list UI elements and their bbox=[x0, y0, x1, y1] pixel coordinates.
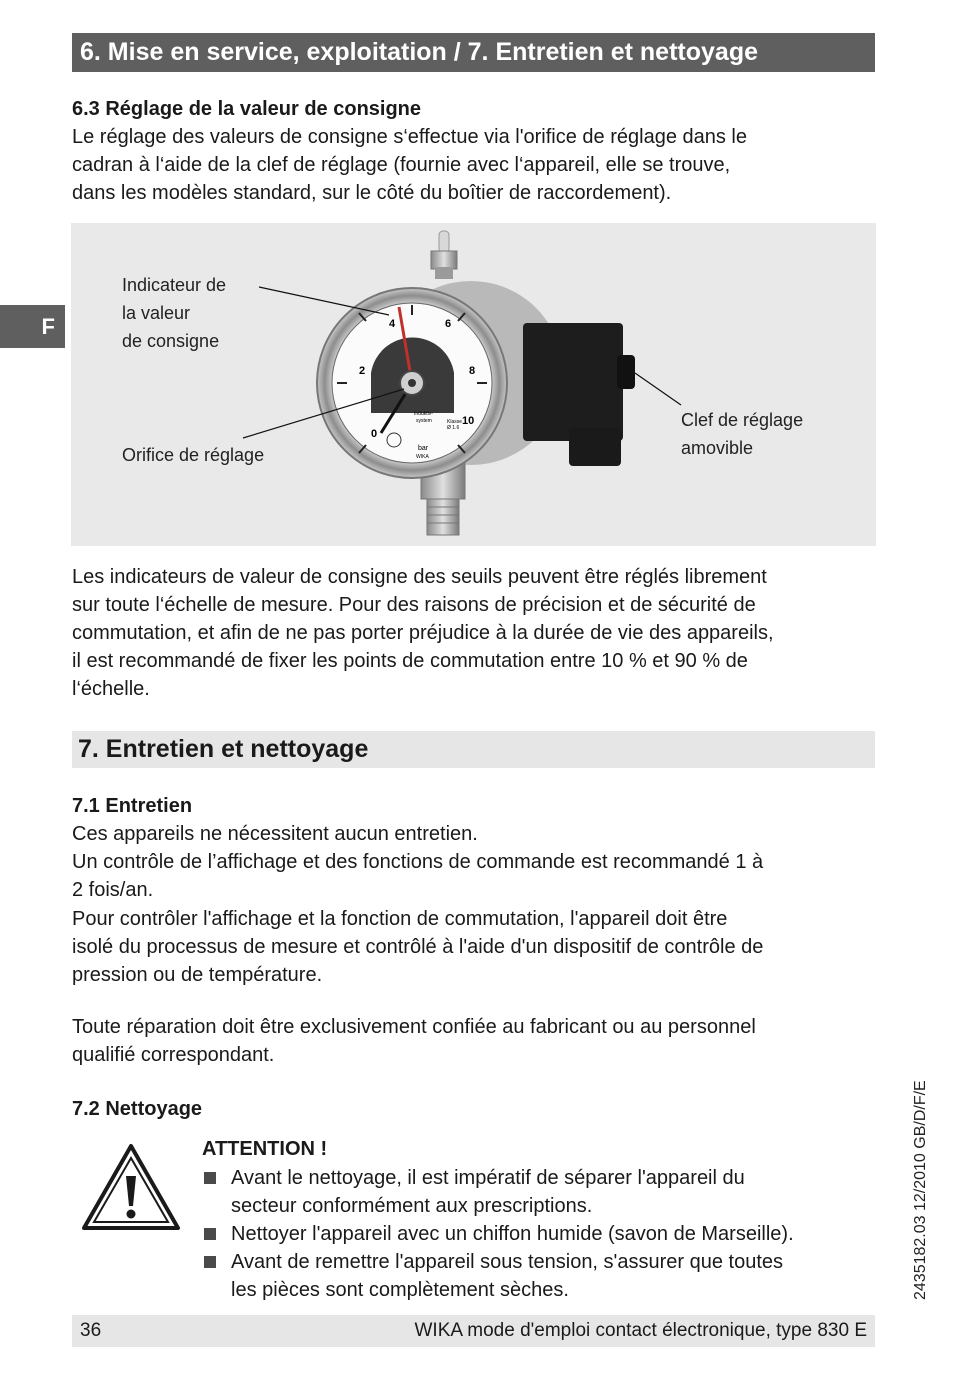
section-7-1-heading: 7.1 Entretien bbox=[72, 795, 193, 817]
section-7-1-line: Un contrôle de l’affichage et des fonctions de commande est recommandé 1 à bbox=[72, 851, 764, 873]
label-removable-key: Clef de réglage bbox=[681, 410, 804, 430]
section-7-1-line: Pour contrôler l'affichage et la fonction de commutation, l'appareil doit être bbox=[72, 908, 728, 930]
label-removable-key: amovible bbox=[681, 438, 754, 458]
dial-text: Klasse bbox=[447, 419, 463, 425]
label-setpoint-indicator: de consigne bbox=[122, 331, 220, 351]
dial-text: bar bbox=[418, 445, 429, 452]
section-6-3-line: dans les modèles standard, sur le côté du boîtier de raccordement). bbox=[72, 182, 672, 204]
page-footer bbox=[72, 1315, 875, 1347]
section-7-1-line: Ces appareils ne nécessitent aucun entretien. bbox=[72, 823, 478, 845]
paragraph-line: sur toute l‘échelle de mesure. Pour des raisons de précision et de sécurité de bbox=[72, 594, 756, 616]
bullet-square-icon bbox=[204, 1256, 216, 1268]
section-7-1-line: 2 fois/an. bbox=[72, 879, 154, 901]
bullet-line: Avant de remettre l'appareil sous tension, s'assurer que toutes bbox=[231, 1251, 784, 1273]
paragraph-line: commutation, et afin de ne pas porter préjudice à la durée de vie des appareils, bbox=[72, 622, 774, 644]
section-7-1-line: pression ou de température. bbox=[72, 964, 323, 986]
dial-number: 6 bbox=[445, 318, 452, 330]
paragraph-line: il est recommandé de fixer les points de commutation entre 10 % et 90 % de bbox=[72, 650, 748, 672]
page-number: 36 bbox=[80, 1320, 102, 1341]
warning-triangle-icon bbox=[80, 1142, 182, 1232]
gauge-figure bbox=[71, 223, 876, 546]
dial-number: 2 bbox=[359, 365, 366, 377]
language-tab: F bbox=[0, 305, 65, 348]
bullet-square-icon bbox=[204, 1172, 216, 1184]
footer-title: WIKA mode d'emploi contact électronique, type 830 E bbox=[414, 1320, 867, 1341]
label-adjustment-orifice: Orifice de réglage bbox=[122, 445, 265, 465]
repair-line: Toute réparation doit être exclusivement confiée au fabricant ou au personnel bbox=[72, 1016, 756, 1038]
dial-text: WIKA bbox=[416, 454, 429, 460]
section-6-3-line: cadran à l‘aide de la clef de réglage (fournie avec l‘appareil, elle se trouve, bbox=[72, 154, 731, 176]
section-7-title: 7. Entretien et nettoyage bbox=[72, 731, 875, 768]
dial-number: 8 bbox=[469, 365, 476, 377]
attention-heading: ATTENTION ! bbox=[202, 1138, 328, 1160]
dial-number: 10 bbox=[462, 415, 475, 427]
document-code: 2435182.03 12/2010 GB/D/F/E bbox=[912, 1080, 929, 1300]
section-7-1-line: isolé du processus de mesure et contrôlé à l'aide d'un dispositif de contrôle de bbox=[72, 936, 764, 958]
dial-text: system bbox=[416, 418, 432, 424]
bullet-line: secteur conformément aux prescriptions. bbox=[231, 1195, 593, 1217]
bullet-line: Avant le nettoyage, il est impératif de séparer l'appareil du bbox=[231, 1167, 745, 1189]
paragraph-line: Les indicateurs de valeur de consigne des seuils peuvent être réglés librement bbox=[72, 566, 767, 588]
section-7-2-heading: 7.2 Nettoyage bbox=[72, 1098, 203, 1120]
repair-line: qualifié correspondant. bbox=[72, 1044, 275, 1066]
label-setpoint-indicator: la valeur bbox=[122, 303, 191, 323]
bullet-line: les pièces sont complètement sèches. bbox=[231, 1279, 569, 1301]
bullet-square-icon bbox=[204, 1228, 216, 1240]
label-setpoint-indicator: Indicateur de bbox=[122, 275, 227, 295]
dial-text: Induktiv- bbox=[414, 411, 433, 417]
paragraph-line: l‘échelle. bbox=[72, 678, 150, 700]
bullet-line: Nettoyer l'appareil avec un chiffon humide (savon de Marseille). bbox=[231, 1223, 794, 1245]
section-6-3-heading: 6.3 Réglage de la valeur de consigne bbox=[72, 98, 422, 120]
dial-number: 0 bbox=[371, 428, 378, 440]
dial-number: 4 bbox=[389, 318, 396, 330]
dial-text: Ø 1.6 bbox=[447, 425, 460, 431]
section-6-3-line: Le réglage des valeurs de consigne s‘effectue via l'orifice de réglage dans le bbox=[72, 126, 747, 148]
page-header-title: 6. Mise en service, exploitation / 7. Entretien et nettoyage bbox=[72, 33, 875, 72]
